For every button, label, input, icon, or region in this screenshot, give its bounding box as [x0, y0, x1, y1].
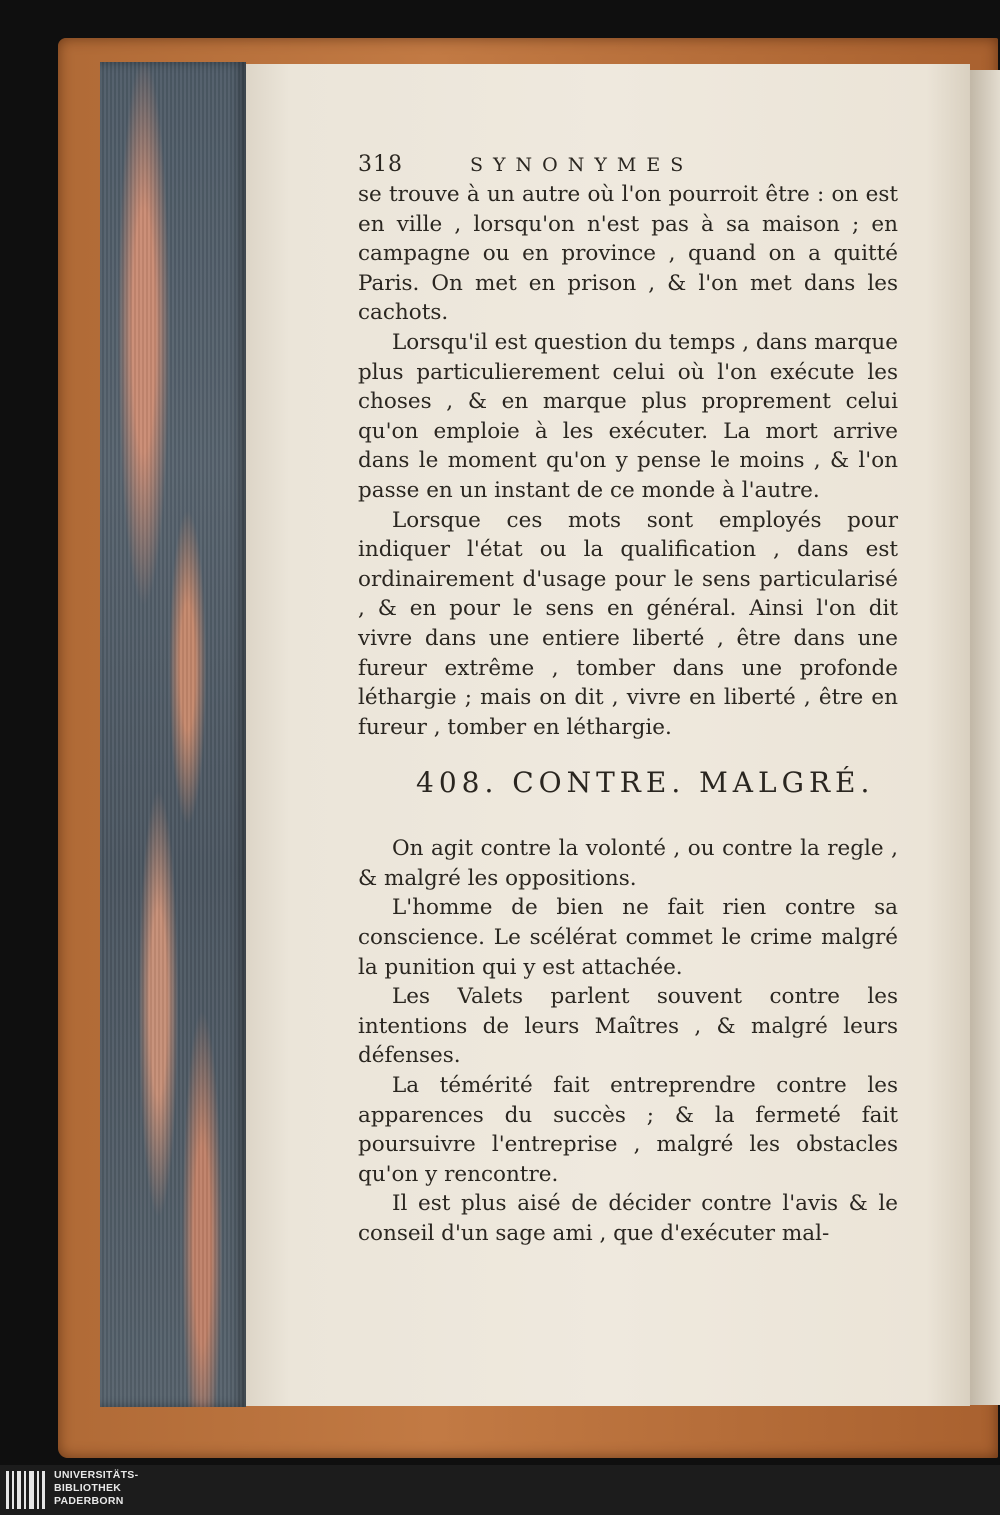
marbled-page-edges: [100, 62, 246, 1407]
page-number: 318: [358, 152, 403, 177]
running-title: SYNONYMES: [470, 154, 694, 176]
paragraph-example-conscience: L'homme de bien ne fait rien contre sa conscience. Le scélérat commet le crime malgré la punition qui y est attachée.: [358, 895, 898, 980]
running-head: [358, 150, 898, 180]
library-name-line-1: UNIVERSITÄTS-: [54, 1469, 139, 1481]
facing-page-edge: [968, 70, 1000, 1405]
paragraph-example-advice: Il est plus aisé de décider contre l'avis & le conseil d'un sage ami , que d'exécuter mal-: [358, 1191, 898, 1246]
section-heading: 408. CONTRE. MALGRÉ.: [416, 766, 875, 800]
library-name: [54, 1469, 138, 1508]
library-name-line-3: PADERBORN: [54, 1495, 124, 1507]
page-text: [358, 150, 898, 1249]
library-name-line-2: BIBLIOTHEK: [54, 1482, 122, 1494]
library-logo-icon: [6, 1471, 46, 1509]
paragraph-continued: se trouve à un autre où l'on pourroit être : on est en ville , lorsqu'on n'est pas à sa maison ; en campagne ou en province , quand on a quitté Paris. On met en prison , & l'on met dans les cachots.: [358, 182, 898, 326]
paragraph-example-valets: Les Valets parlent souvent contre les intentions de leurs Maîtres , & malgré leurs défenses.: [358, 984, 898, 1069]
paragraph-example-temerity: La témérité fait entreprendre contre les apparences du succès ; & la fermeté fait poursuivre l'entreprise , malgré les obstacles qu'on y rencontre.: [358, 1073, 898, 1187]
footer-bar: [0, 1465, 1000, 1515]
paragraph-time: Lorsqu'il est question du temps , dans marque plus particulierement celui où l'on exécute les choses , & en marque plus proprement celui qu'on emploie à les exécuter. La mort arrive dans le moment qu'on y pense le moins , & l'on passe en un instant de ce monde à l'autre.: [358, 329, 898, 503]
paragraph-definition: On agit contre la volonté , ou contre la regle , & malgré les oppositions.: [358, 836, 898, 891]
paragraph-state: Lorsque ces mots sont employés pour indiquer l'état ou la qualification , dans est ordinairement d'usage pour le sens particularisé , & en pour le sens en général. Ainsi l'on dit vivre dans une entiere liberté , être dans une fureur extrême , tomber dans une profonde léthargie ; mais on dit , vivre en liberté , être en fureur , tomber en léthargie.: [358, 507, 898, 740]
